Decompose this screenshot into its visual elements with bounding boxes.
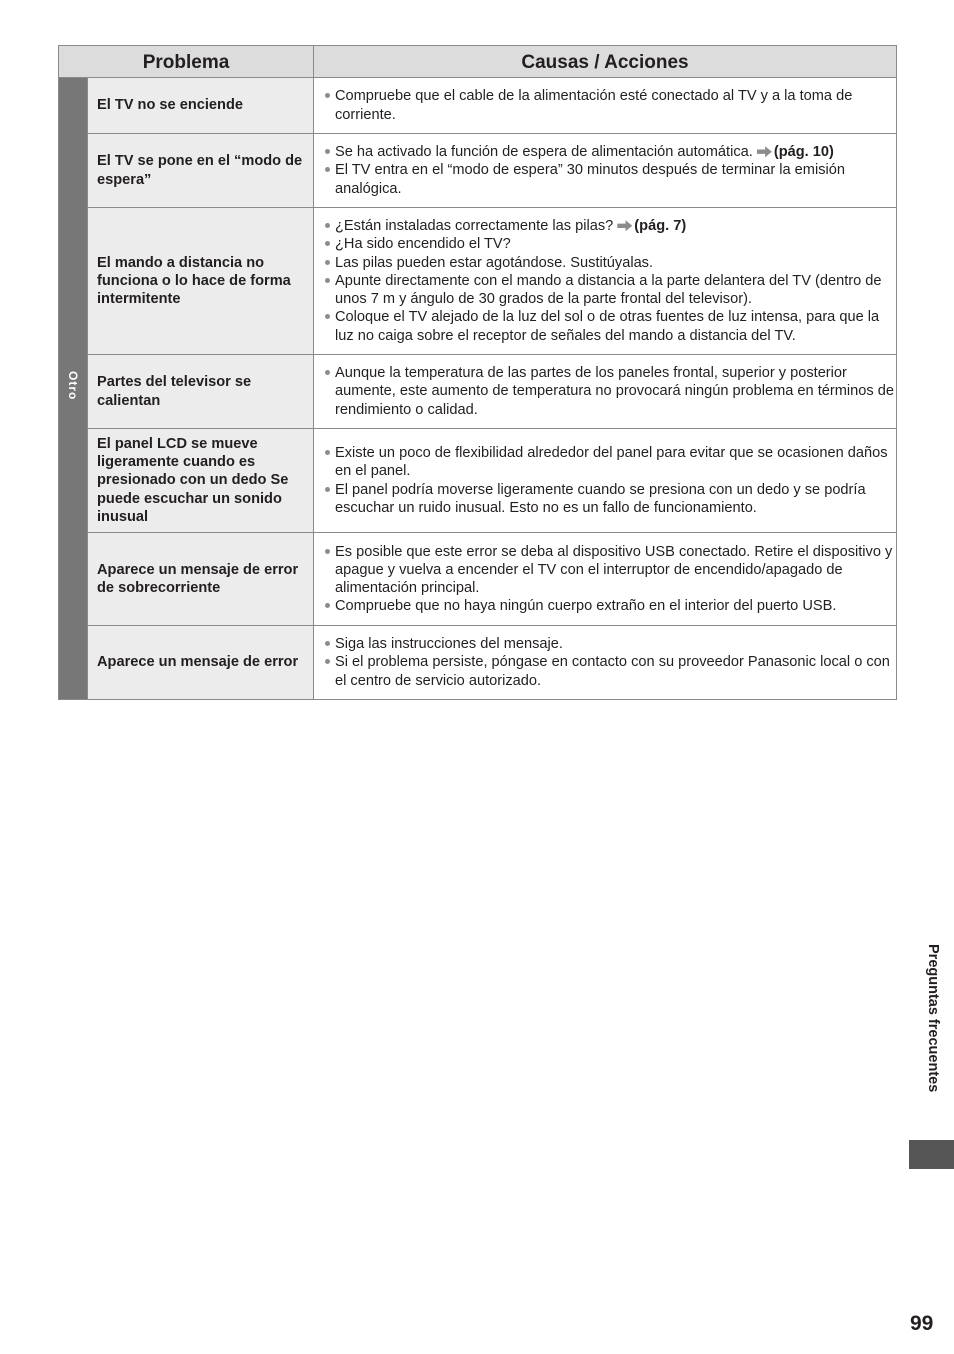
problem-cell: Aparece un mensaje de error <box>88 626 314 700</box>
header-problem: Problema <box>59 46 314 78</box>
actions-cell <box>314 429 897 533</box>
arrow-right-icon <box>757 146 772 157</box>
table-row <box>59 429 897 533</box>
arrow-right-icon <box>617 220 632 231</box>
list-item: Siga las instrucciones del mensaje. <box>324 635 896 653</box>
actions-cell <box>314 208 897 355</box>
list-item: Compruebe que el cable de la alimentación esté conectado al TV y a la toma de corriente. <box>324 87 896 123</box>
list-item: Existe un poco de flexibilidad alrededor del panel para evitar que se ocasionen daños en el panel. <box>324 444 896 480</box>
list-item: El TV entra en el “modo de espera” 30 minutos después de terminar la emisión analógica. <box>324 161 896 197</box>
page-number: 99 <box>910 1312 934 1335</box>
table-row <box>59 355 897 429</box>
table-row <box>59 626 897 700</box>
list-item: Coloque el TV alejado de la luz del sol o de otras fuentes de luz intensa, para que la luz no caiga sobre el receptor de señales del mando a distancia del TV. <box>324 308 896 344</box>
list-item: Aunque la temperatura de las partes de los paneles frontal, superior y posterior aumente, este aumento de temperatura no provocará ningún problema en términos de rendimiento o calidad. <box>324 364 896 419</box>
list-item: Se ha activado la función de espera de alimentación automática. (pág. 10) <box>324 143 896 161</box>
problem-cell: El TV no se enciende <box>88 78 314 134</box>
table-row <box>59 78 897 134</box>
list-item: Las pilas pueden estar agotándose. Sustitúyalas. <box>324 254 896 272</box>
section-title: Preguntas frecuentes <box>925 944 941 1093</box>
table-header-row <box>59 46 897 78</box>
category-side-bar <box>59 78 88 700</box>
list-item: Si el problema persiste, póngase en contacto con su proveedor Panasonic local o con el centro de servicio autorizado. <box>324 653 896 689</box>
problem-cell: Aparece un mensaje de error de sobrecorriente <box>88 533 314 626</box>
problem-cell: El panel LCD se mueve ligeramente cuando es presionado con un dedo Se puede escuchar un sonido inusual <box>88 429 314 533</box>
faq-table <box>58 45 897 700</box>
list-item: Apunte directamente con el mando a distancia a la parte delantera del TV (dentro de unos 7 m y ángulo de 30 grados de la parte frontal del televisor). <box>324 272 896 308</box>
problem-cell: El mando a distancia no funciona o lo hace de forma intermitente <box>88 208 314 355</box>
list-item: El panel podría moverse ligeramente cuando se presiona con un dedo y se podría escuchar un ruido inusual. Esto no es un fallo de funcionamiento. <box>324 481 896 517</box>
page-reference: (pág. 10) <box>757 144 834 160</box>
category-label: Otro <box>66 371 80 401</box>
problem-cell: El TV se pone en el “modo de espera” <box>88 134 314 208</box>
header-actions: Causas / Acciones <box>314 46 897 78</box>
table-row <box>59 208 897 355</box>
table-row <box>59 533 897 626</box>
list-item: ¿Están instaladas correctamente las pilas? (pág. 7) <box>324 217 896 235</box>
actions-cell <box>314 533 897 626</box>
actions-cell <box>314 355 897 429</box>
actions-cell <box>314 78 897 134</box>
list-item: Es posible que este error se deba al dispositivo USB conectado. Retire el dispositivo y apague y vuelva a encender el TV con el interruptor de encendido/apagado de alimentación principal. <box>324 543 896 598</box>
page-reference: (pág. 7) <box>617 218 686 234</box>
actions-cell <box>314 134 897 208</box>
list-item: Compruebe que no haya ningún cuerpo extraño en el interior del puerto USB. <box>324 597 896 615</box>
list-item: ¿Ha sido encendido el TV? <box>324 235 896 253</box>
problem-cell: Partes del televisor se calientan <box>88 355 314 429</box>
table-row <box>59 134 897 208</box>
actions-cell <box>314 626 897 700</box>
section-tab <box>909 1140 954 1169</box>
